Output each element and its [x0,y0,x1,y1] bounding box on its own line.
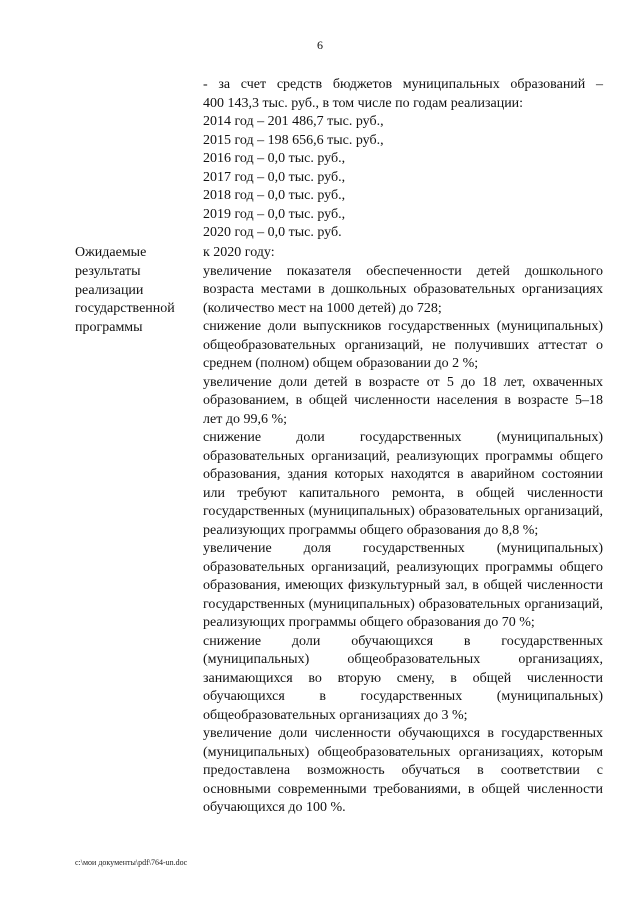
funding-year-line: 2019 год – 0,0 тыс. руб., [203,206,346,222]
result-item: снижение доли выпускников государственных (муниципальных) общеобразовательных организаций, не получивших аттестат о среднем (полном) общем образовании до 2 %; [203,319,603,371]
funding-intro-line: 400 143,3 тыс. руб., в том числе по годам реализации: [203,95,524,111]
label-line: Ожидаемые [75,245,147,260]
funding-year-line: 2017 год – 0,0 тыс. руб., [203,169,346,185]
footer-file-path: c:\мои документы\pdf\764-un.doc [75,858,188,867]
result-item: увеличение доля государственных (муниципальных) образовательных организаций, реализующих программы общего образования, имеющих физкультурный зал, в общей численности государственных (муниципальных) образовательных организаций, реализующих программы общего образования до 70 %; [203,541,603,630]
result-item: снижение доли государственных (муниципальных) образовательных организаций, реализующих программы общего образования, здания которых находятся в аварийном состоянии или требуют капитального ремонта, в общей численности государственных (муниципальных) образовательных организаций, реализующих программы общего образования до 8,8 %; [203,430,603,538]
result-item: увеличение доли численности обучающихся в государственных (муниципальных) общеобразовательных организациях, которым предоставлена возможность обучаться в соответствии с основными современными требованиями, в общей численности обучающихся до 100 %. [203,726,603,815]
result-item: увеличение показателя обеспеченности детей дошкольного возраста местами в дошкольных образовательных организациях (количество мест на 1000 детей) до 728; [203,263,603,316]
page-number: 6 [317,38,323,52]
result-item: увеличение доли детей в возрасте от 5 до 18 лет, охваченных образованием, в общей численности населения в возрасте 5–18 лет до 99,6 %; [203,374,603,427]
funding-year-line: 2015 год – 198 656,6 тыс. руб., [203,132,384,148]
label-line: результаты [75,263,141,279]
funding-year-line: 2014 год – 201 486,7 тыс. руб., [203,114,384,129]
label-line: государственной [75,301,175,317]
funding-year-line: 2018 год – 0,0 тыс. руб., [203,188,346,203]
expected-results-list [203,244,603,818]
funding-intro-line: - за счет средств бюджетов муниципальных образований – [203,77,603,92]
funding-block [203,76,603,243]
expected-results-label [75,244,195,338]
funding-year-line: 2020 год – 0,0 тыс. руб. [203,225,342,240]
funding-year-line: 2016 год – 0,0 тыс. руб., [203,151,346,166]
result-item: снижение доли обучающихся в государственных (муниципальных) общеобразовательных организациях, занимающихся во вторую смену, в общей численности обучающихся в государственных (муниципальных) общеобразовательных организациях до 3 %; [203,633,603,723]
label-line: реализации [75,282,144,298]
results-intro: к 2020 году: [203,245,275,260]
label-line: программы [75,320,143,336]
